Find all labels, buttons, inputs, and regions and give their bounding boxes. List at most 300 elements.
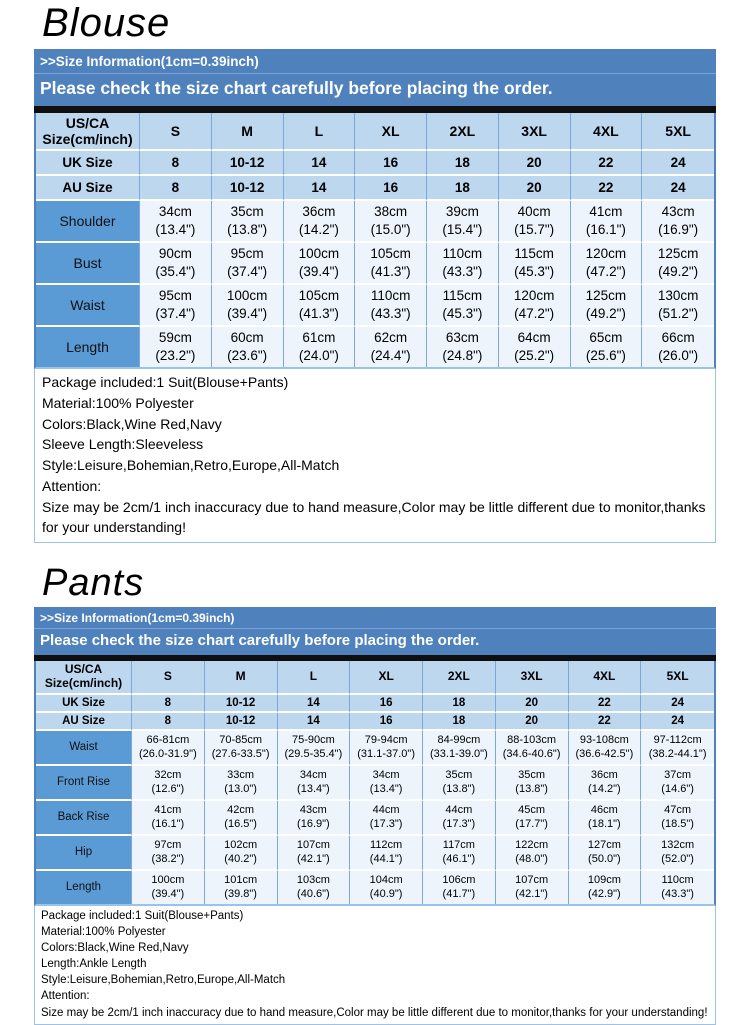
measurement-cell: [427, 285, 499, 327]
inch-value: (40.9"): [369, 888, 403, 901]
size-col-header: XL: [350, 661, 423, 695]
measurement-label: Length: [36, 871, 132, 904]
inch-value: (13.8"): [515, 783, 548, 796]
measurement-cell: [212, 285, 284, 327]
cm-value: 39cm: [445, 203, 479, 219]
note-line: Colors:Black,Wine Red,Navy: [42, 415, 222, 432]
cm-value: 120cm: [513, 287, 555, 303]
pants-banner: [34, 607, 716, 655]
measurement-row: [36, 327, 714, 367]
inch-value: (47.2"): [514, 306, 555, 322]
size-col-header: L: [278, 661, 351, 695]
note-line: Style:Leisure,Bohemian,Retro,Europe,All-Match: [42, 457, 340, 474]
size-value-cell: 10-12: [205, 695, 278, 713]
inch-value: (47.2"): [585, 264, 626, 280]
measurement-cell: [499, 285, 571, 327]
size-value-cell: 8: [132, 713, 205, 731]
blouse-table-wrap: [34, 113, 716, 369]
measurement-cell: [496, 801, 569, 836]
measurement-cell: [205, 801, 278, 836]
measurement-cell: [350, 766, 423, 801]
cm-value: 125cm: [657, 245, 699, 261]
measurement-cell: [284, 243, 356, 285]
size-value-cell: 22: [569, 713, 642, 731]
size-value-cell: 10-12: [212, 176, 284, 201]
cm-value: 132cm: [661, 839, 695, 852]
inch-value: (13.0"): [224, 783, 257, 796]
measurement-cell: [140, 243, 212, 285]
inch-value: (34.6-40.6"): [502, 748, 561, 761]
inch-value: (23.6"): [227, 348, 268, 364]
measurement-cell: [571, 285, 643, 327]
measurement-cell: [641, 731, 714, 766]
inch-value: (43.3"): [370, 306, 411, 322]
inch-value: (33.1-39.0"): [430, 748, 488, 761]
cm-value: 34cm: [372, 769, 400, 782]
note-line: Material:100% Polyester: [41, 926, 166, 939]
inch-value: (18.5"): [661, 818, 694, 831]
cm-value: 44cm: [372, 804, 400, 817]
cm-value: 102cm: [224, 839, 258, 852]
size-value-cell: 14: [278, 713, 351, 731]
measurement-cell: [569, 731, 642, 766]
size-header-row: [36, 661, 714, 695]
inch-value: (26.0-31.9"): [139, 748, 197, 761]
corner-line2: Size(cm/inch): [44, 675, 123, 690]
cm-value: 40cm: [517, 203, 551, 219]
size-conversion-row: [36, 151, 714, 176]
note-line: Attention:: [42, 477, 102, 494]
inch-value: (52.0"): [661, 853, 694, 866]
inch-value: (16.1"): [151, 818, 185, 831]
measurement-cell: [205, 871, 278, 904]
note-line: Attention:: [41, 990, 90, 1003]
measurement-cell: [642, 327, 714, 367]
inch-value: (13.4"): [369, 783, 403, 796]
inch-value: (37.4"): [155, 306, 196, 322]
size-value-cell: 8: [132, 695, 205, 713]
corner-header: [36, 661, 132, 695]
inch-value: (50.0"): [588, 853, 621, 866]
cm-value: 33cm: [227, 769, 255, 782]
measurement-cell: [423, 836, 496, 871]
inch-value: (15.7"): [514, 222, 555, 238]
measurement-label: Bust: [36, 243, 140, 285]
inch-value: (29.5-35.4"): [284, 748, 343, 761]
measurement-cell: [496, 836, 569, 871]
measurement-cell: [132, 731, 205, 766]
measurement-cell: [496, 731, 569, 766]
inch-value: (43.3"): [661, 888, 694, 901]
measurement-cell: [571, 327, 643, 367]
size-value-cell: 16: [350, 713, 423, 731]
measurement-row: [36, 871, 714, 904]
measurement-label: Back Rise: [36, 801, 132, 836]
cm-value: 41cm: [154, 804, 182, 817]
measurement-cell: [641, 836, 714, 871]
cm-value: 88-103cm: [507, 734, 557, 747]
pants-section: [34, 563, 716, 1025]
row-label: UK Size: [36, 695, 132, 713]
measurement-cell: [212, 243, 284, 285]
measurement-cell: [140, 201, 212, 243]
cm-value: 110cm: [370, 287, 411, 303]
inch-value: (25.2"): [514, 348, 555, 364]
cm-value: 97cm: [154, 839, 182, 852]
cm-value: 106cm: [442, 874, 476, 887]
note-line: Package included:1 Suit(Blouse+Pants): [42, 374, 289, 391]
size-value-cell: 10-12: [212, 151, 284, 176]
cm-value: 104cm: [369, 874, 403, 887]
measurement-row: [36, 836, 714, 871]
cm-value: 34cm: [299, 769, 327, 782]
measurement-cell: [132, 801, 205, 836]
inch-value: (46.1"): [442, 853, 476, 866]
inch-value: (16.9"): [658, 222, 699, 238]
measurement-cell: [642, 285, 714, 327]
measurement-cell: [350, 801, 423, 836]
inch-value: (13.8"): [227, 222, 268, 238]
measurement-cell: [278, 836, 351, 871]
inch-value: (39.4"): [227, 306, 268, 322]
inch-value: (12.6"): [151, 783, 185, 796]
inch-value: (41.3"): [298, 306, 339, 322]
blouse-banner: [34, 49, 716, 106]
cm-value: 34cm: [158, 203, 192, 219]
cm-value: 103cm: [296, 874, 330, 887]
size-chart-warning: Please check the size chart carefully before placing the order.: [34, 628, 716, 655]
measurement-cell: [278, 766, 351, 801]
size-col-header: M: [205, 661, 278, 695]
cm-value: 79-94cm: [364, 734, 408, 747]
measurement-cell: [355, 327, 427, 367]
size-col-header: 4XL: [571, 113, 643, 151]
cm-value: 37cm: [664, 769, 692, 782]
cm-value: 36cm: [590, 769, 618, 782]
cm-value: 130cm: [657, 287, 699, 303]
size-value-cell: 14: [278, 695, 351, 713]
inch-value: (41.7"): [442, 888, 476, 901]
measurement-cell: [212, 327, 284, 367]
size-value-cell: 16: [350, 695, 423, 713]
size-col-header: L: [284, 113, 356, 151]
size-value-cell: 20: [499, 176, 571, 201]
measurement-cell: [278, 801, 351, 836]
note-line: Length:Ankle Length: [41, 958, 147, 971]
measurement-cell: [641, 871, 714, 904]
inch-value: (15.4"): [442, 222, 483, 238]
size-value-cell: 16: [355, 151, 427, 176]
corner-line2: Size(cm/inch): [42, 131, 133, 148]
note-line: Package included:1 Suit(Blouse+Pants): [41, 909, 244, 922]
size-information-heading: >>Size Information(1cm=0.39inch): [40, 54, 259, 70]
cm-value: 62cm: [374, 329, 408, 345]
cm-value: 64cm: [517, 329, 551, 345]
cm-value: 44cm: [445, 804, 473, 817]
measurement-cell: [499, 243, 571, 285]
size-col-header: 5XL: [641, 661, 714, 695]
inch-value: (36.6-42.5"): [575, 748, 634, 761]
note-line: Size may be 2cm/1 inch inaccuracy due to hand measure,Color may be little different due to monitor,thanks for your understanding!: [41, 1006, 708, 1019]
inch-value: (26.0"): [658, 348, 699, 364]
inch-value: (44.1"): [369, 853, 403, 866]
inch-value: (41.3"): [370, 264, 411, 280]
inch-value: (40.2"): [224, 853, 257, 866]
cm-value: 66-81cm: [146, 734, 190, 747]
size-header-row: [36, 113, 714, 151]
cm-value: 42cm: [227, 804, 255, 817]
inch-value: (16.5"): [224, 818, 257, 831]
cm-value: 61cm: [302, 329, 336, 345]
size-value-cell: 18: [427, 176, 499, 201]
measurement-cell: [212, 201, 284, 243]
cm-value: 32cm: [154, 769, 182, 782]
measurement-cell: [355, 243, 427, 285]
size-col-header: XL: [355, 113, 427, 151]
inch-value: (14.2"): [298, 222, 339, 238]
inch-value: (45.3"): [442, 306, 483, 322]
row-label: UK Size: [36, 151, 140, 176]
cm-value: 97-112cm: [653, 734, 702, 747]
cm-value: 95cm: [158, 287, 192, 303]
inch-value: (42.1"): [297, 853, 330, 866]
size-value-cell: 14: [284, 176, 356, 201]
cm-value: 112cm: [370, 839, 403, 852]
cm-value: 122cm: [515, 839, 549, 852]
cm-value: 100cm: [151, 874, 185, 887]
corner-header: [36, 113, 140, 151]
inch-value: (35.4"): [155, 264, 196, 280]
size-conversion-row: [36, 176, 714, 201]
inch-value: (27.6-33.5"): [211, 748, 270, 761]
measurement-cell: [423, 766, 496, 801]
measurement-cell: [423, 871, 496, 904]
cm-value: 100cm: [226, 287, 268, 303]
inch-value: (14.2"): [588, 783, 621, 796]
cm-value: 35cm: [518, 769, 546, 782]
measurement-row: [36, 201, 714, 243]
measurement-cell: [140, 327, 212, 367]
inch-value: (43.3"): [442, 264, 483, 280]
measurement-cell: [423, 801, 496, 836]
cm-value: 60cm: [230, 329, 264, 345]
note-line: Colors:Black,Wine Red,Navy: [41, 942, 189, 955]
size-conversion-row: [36, 695, 714, 713]
measurement-row: [36, 766, 714, 801]
measurement-cell: [355, 285, 427, 327]
inch-value: (23.2"): [155, 348, 196, 364]
measurement-cell: [278, 731, 351, 766]
size-value-cell: 10-12: [205, 713, 278, 731]
cm-value: 59cm: [158, 329, 192, 345]
measurement-cell: [569, 801, 642, 836]
inch-value: (42.1"): [515, 888, 548, 901]
cm-value: 43cm: [661, 203, 695, 219]
size-value-cell: 24: [641, 713, 714, 731]
inch-value: (17.7"): [515, 818, 548, 831]
cm-value: 90cm: [158, 245, 192, 261]
inch-value: (38.2-44.1"): [648, 748, 707, 761]
size-value-cell: 18: [423, 713, 496, 731]
inch-value: (31.1-37.0"): [357, 748, 415, 761]
blouse-title: Blouse: [42, 1, 171, 45]
inch-value: (51.2"): [658, 306, 699, 322]
measurement-cell: [569, 836, 642, 871]
cm-value: 65cm: [589, 329, 623, 345]
measurement-cell: [132, 871, 205, 904]
inch-value: (40.6"): [297, 888, 330, 901]
cm-value: 66cm: [661, 329, 695, 345]
cm-value: 70-85cm: [219, 734, 263, 747]
cm-value: 105cm: [370, 245, 411, 261]
cm-value: 117cm: [442, 839, 475, 852]
size-col-header: 4XL: [569, 661, 642, 695]
pants-size-table: [36, 661, 714, 904]
measurement-cell: [284, 201, 356, 243]
inch-value: (17.3"): [369, 818, 403, 831]
inch-value: (49.2"): [585, 306, 626, 322]
cm-value: 120cm: [585, 245, 627, 261]
cm-value: 46cm: [590, 804, 618, 817]
size-value-cell: 16: [355, 176, 427, 201]
size-value-cell: 18: [427, 151, 499, 176]
cm-value: 125cm: [585, 287, 627, 303]
cm-value: 35cm: [445, 769, 473, 782]
size-value-cell: 20: [496, 695, 569, 713]
row-label: AU Size: [36, 176, 140, 201]
measurement-label: Waist: [36, 731, 132, 766]
size-col-header: S: [132, 661, 205, 695]
measurement-label: Shoulder: [36, 201, 140, 243]
measurement-cell: [571, 243, 643, 285]
size-col-header: 5XL: [642, 113, 714, 151]
inch-value: (48.0"): [515, 853, 548, 866]
measurement-cell: [496, 871, 569, 904]
size-value-cell: 24: [641, 695, 714, 713]
size-value-cell: 22: [571, 151, 643, 176]
measurement-cell: [571, 201, 643, 243]
inch-value: (13.8"): [442, 783, 476, 796]
measurement-cell: [205, 731, 278, 766]
measurement-cell: [278, 871, 351, 904]
cm-value: 63cm: [445, 329, 479, 345]
cm-value: 115cm: [442, 287, 483, 303]
size-col-header: M: [212, 113, 284, 151]
measurement-cell: [284, 327, 356, 367]
measurement-cell: [355, 201, 427, 243]
inch-value: (13.4"): [297, 783, 330, 796]
inch-value: (13.4"): [155, 222, 196, 238]
size-conversion-row: [36, 713, 714, 731]
cm-value: 45cm: [518, 804, 546, 817]
measurement-row: [36, 285, 714, 327]
cm-value: 84-99cm: [437, 734, 481, 747]
note-line: Size may be 2cm/1 inch inaccuracy due to hand measure,Color may be little different due to monitor,thanks for your understanding!: [42, 498, 706, 536]
measurement-cell: [642, 243, 714, 285]
size-value-cell: 8: [140, 151, 212, 176]
corner-line1: US/CA: [64, 662, 103, 677]
size-col-header: 2XL: [423, 661, 496, 695]
blouse-section: [34, 2, 716, 543]
inch-value: (24.8"): [442, 348, 483, 364]
cm-value: 41cm: [589, 203, 623, 219]
cm-value: 95cm: [230, 245, 264, 261]
measurement-cell: [132, 836, 205, 871]
size-value-cell: 18: [423, 695, 496, 713]
measurement-cell: [427, 243, 499, 285]
inch-value: (14.6"): [661, 783, 694, 796]
inch-value: (39.4"): [151, 888, 185, 901]
inch-value: (49.2"): [658, 264, 699, 280]
size-col-header: 3XL: [499, 113, 571, 151]
measurement-cell: [284, 285, 356, 327]
cm-value: 101cm: [224, 874, 258, 887]
note-line: Style:Leisure,Bohemian,Retro,Europe,All-Match: [41, 974, 286, 987]
cm-value: 38cm: [374, 203, 408, 219]
cm-value: 109cm: [587, 874, 621, 887]
cm-value: 107cm: [515, 874, 549, 887]
measurement-cell: [642, 201, 714, 243]
size-value-cell: 24: [642, 151, 714, 176]
corner-line1: US/CA: [65, 115, 110, 132]
pants-table-wrap: [34, 661, 716, 906]
size-value-cell: 20: [499, 151, 571, 176]
measurement-cell: [423, 731, 496, 766]
inch-value: (16.1"): [585, 222, 626, 238]
measurement-cell: [496, 766, 569, 801]
size-col-header: 2XL: [427, 113, 499, 151]
cm-value: 35cm: [230, 203, 264, 219]
size-value-cell: 22: [571, 176, 643, 201]
size-chart-warning: Please check the size chart carefully before placing the order.: [34, 73, 716, 106]
measurement-cell: [350, 731, 423, 766]
measurement-cell: [205, 836, 278, 871]
inch-value: (45.3"): [514, 264, 555, 280]
blouse-size-table: [36, 113, 714, 367]
cm-value: 110cm: [442, 245, 483, 261]
blouse-notes: [34, 369, 716, 543]
measurement-cell: [427, 201, 499, 243]
measurement-label: Length: [36, 327, 140, 367]
inch-value: (39.8"): [224, 888, 257, 901]
cm-value: 100cm: [298, 245, 340, 261]
size-col-header: S: [140, 113, 212, 151]
inch-value: (42.9"): [588, 888, 621, 901]
inch-value: (24.0"): [298, 348, 339, 364]
cm-value: 47cm: [664, 804, 692, 817]
measurement-cell: [427, 327, 499, 367]
inch-value: (37.4"): [227, 264, 268, 280]
measurement-cell: [350, 871, 423, 904]
pants-notes: [34, 906, 716, 1025]
measurement-cell: [140, 285, 212, 327]
size-value-cell: 22: [569, 695, 642, 713]
size-value-cell: 24: [642, 176, 714, 201]
cm-value: 93-108cm: [579, 734, 629, 747]
cm-value: 110cm: [661, 874, 694, 887]
inch-value: (38.2"): [151, 853, 185, 866]
cm-value: 75-90cm: [291, 734, 335, 747]
measurement-row: [36, 243, 714, 285]
measurement-cell: [132, 766, 205, 801]
note-line: Material:100% Polyester: [42, 394, 194, 411]
size-information-heading: >>Size Information(1cm=0.39inch): [40, 610, 235, 625]
measurement-cell: [569, 766, 642, 801]
cm-value: 107cm: [296, 839, 330, 852]
inch-value: (18.1"): [588, 818, 621, 831]
cm-value: 36cm: [302, 203, 336, 219]
measurement-row: [36, 731, 714, 766]
